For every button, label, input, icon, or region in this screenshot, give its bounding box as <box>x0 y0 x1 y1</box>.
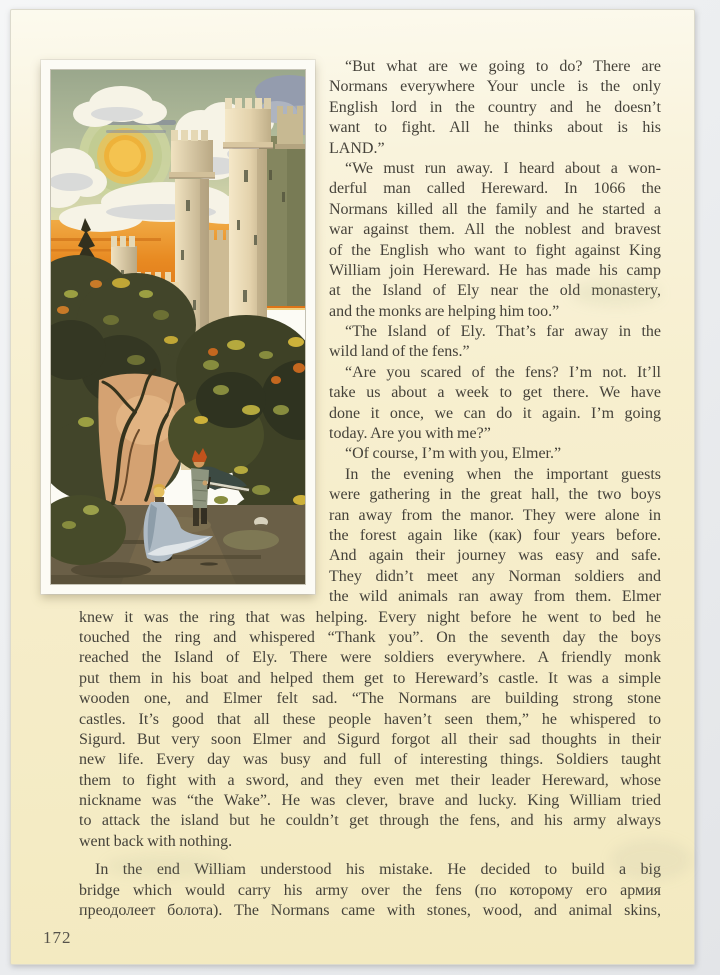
text-line: “But what are we going to do? There are <box>345 58 661 75</box>
text-line: bridge which would carry his army over the fens (по которому его армия <box>79 881 661 899</box>
text-line: put them in his boat and helped them get to Hereward’s castle. It was a simple <box>79 669 661 687</box>
text-line: William join Hereward. He has made his camp <box>329 261 661 279</box>
text-line: the forest again like (как) four years before. <box>329 526 661 544</box>
text-line: new life. Every day was busy and full of interesting things. Soldiers taught <box>79 751 661 769</box>
text-line: today. Are you with me?” <box>329 425 491 443</box>
text-line: nickname was “the Wake”. He was clever, brave and lucky. King William tried <box>79 792 661 810</box>
story-paragraph <box>79 860 661 921</box>
page-number: 172 <box>43 928 72 947</box>
text-line: “The Island of Ely. That’s far away in the <box>345 323 661 341</box>
text-line: And again their journey was easy and safe. <box>329 547 661 565</box>
text-line: Sigurd. But very soon Elmer and Sigurd forgot all their sad thoughts in their <box>79 730 661 748</box>
story-text <box>79 57 661 921</box>
text-line: at the Island of Ely near the old monastery, <box>329 282 661 300</box>
text-line: derful man called Hereward. In 1066 the <box>329 180 661 198</box>
text-line: war against them. All the noblest and bravest <box>329 221 661 239</box>
text-line: In the end William understood his mistake. He decided to build a big <box>95 861 661 879</box>
page-content <box>11 10 694 921</box>
text-line: English lord in the country and he doesn’t <box>329 98 661 116</box>
text-line: In the evening when the important guests <box>345 465 661 483</box>
book-page <box>10 9 695 965</box>
text-line: wild land of the fens.” <box>329 343 470 361</box>
text-line: ran away from the manor. They were alone in <box>329 506 661 524</box>
text-line: “Of course, I’m with you, Elmer.” <box>345 445 562 463</box>
text-line: castles. It’s good that all these people haven’t seen them,” he whispered to <box>79 710 661 728</box>
text-line: the wild animals ran away from them. Elmer <box>329 588 661 606</box>
text-line: of the English who want to fight against King <box>329 241 661 259</box>
text-line: “Are you scared of the fens? I’m not. It’ll <box>345 363 661 381</box>
text-line: take us about a week to get there. We have <box>329 384 661 402</box>
text-line: преодолеет болота). The Normans came with stones, wood, and animal skins, <box>79 902 661 920</box>
text-line: They didn’t meet any Norman soldiers and <box>329 567 661 585</box>
text-line: Normans everywhere Your uncle is the only <box>329 78 661 96</box>
text-line: want to fight. All he thinks about is his <box>329 119 661 137</box>
text-line: reached the Island of Ely. There were soldiers everywhere. A friendly monk <box>79 649 661 667</box>
text-line: touched the ring and whispered “Thank you”. On the seventh day the boys <box>79 628 661 646</box>
text-line: went back with nothing. <box>79 832 233 850</box>
text-line: Normans killed all the family and he started a <box>329 200 661 218</box>
text-line: wooden one, and Elmer felt sad. “The Normans are building strong stone <box>79 690 661 708</box>
text-line: were gathering in the great hall, the two boys <box>329 486 661 504</box>
story-illustration <box>41 60 315 594</box>
text-line: to attack the island but he couldn’t get through the fens, and his army always <box>79 812 661 830</box>
castle-forest-painting <box>51 70 305 584</box>
text-line: LAND.” <box>329 139 385 157</box>
text-line: “We must run away. I heard about a won- <box>345 159 661 177</box>
text-line: knew it was the ring that was helping. Every night before he went to bed he <box>79 608 661 626</box>
text-line: them to fight with a sword, and they even met their leader Hereward, whose <box>79 771 661 789</box>
text-line: and the monks are helping him too.” <box>329 302 560 320</box>
text-line: done it once, we can do it again. I’m going <box>329 404 661 422</box>
